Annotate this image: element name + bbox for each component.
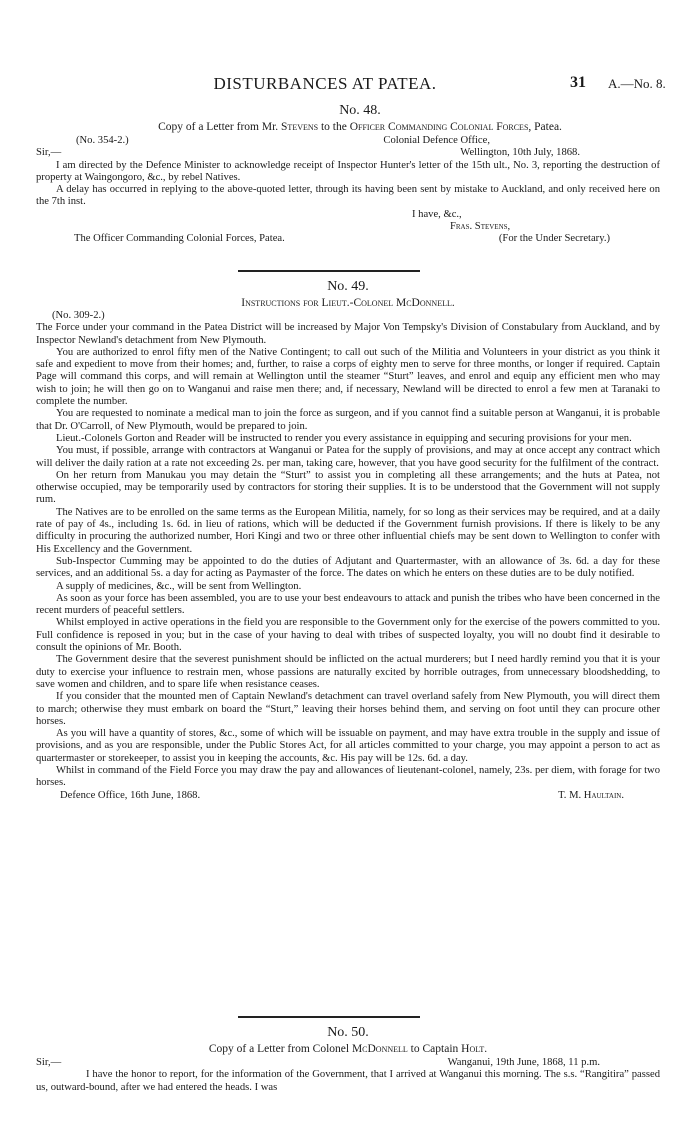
section-number: No. 50. <box>327 1025 369 1040</box>
instruction-paragraph: You must, if possible, arrange with contractors at Wanganui or Patea for the supply of provisions, and may at once accept any contract which will deliver the daily ration at a rate not exceeding 2s. per man, taking care, however, that you have good security for the fulfilment of the contract. <box>36 445 660 469</box>
section-divider <box>238 270 420 272</box>
instructions-no49 <box>36 278 660 802</box>
document-reference: A.—No. 8. <box>608 76 666 91</box>
instructions-heading: Instructions for Lieut.-Colonel McDonnell. <box>241 297 455 309</box>
running-header <box>0 74 700 96</box>
signatory-capacity: (For the Under Secretary.) <box>498 233 610 245</box>
office-name: Colonial Defence Office, <box>383 135 490 146</box>
page-number: 31 <box>570 74 586 91</box>
letter-paragraph: I have the honor to report, for the information of the Government, that I arrived at Wanganui this morning. The s.s. “Rangitira” passed us, outward-bound, after we had entered the heads. I was <box>36 1069 660 1093</box>
instruction-paragraph: Whilst in command of the Field Force you may draw the pay and allowances of lieutenant-colonel, namely, 23s. per diem, with forage for two horses. <box>36 764 660 789</box>
instruction-paragraph: If you consider that the mounted men of Captain Newland's detachment can travel overland safely from New Plymouth, you will direct them to march; otherwise they must embark on board the “Sturt,” leaving their horses behind them, and serving on foot until they can procure other horses. <box>36 691 660 727</box>
section-divider <box>238 1016 420 1018</box>
signature: T. M. Haultain. <box>558 789 624 801</box>
instruction-paragraph: Lieut.-Colonels Gorton and Reader will be instructed to render you every assistance in equipping and securing provisions for your men. <box>56 432 632 444</box>
instruction-paragraph: As you will have a quantity of stores, &c., some of which will be issuable on payment, and may have extra trouble in the supply and issue of provisions, and as you are responsible, under the Public Stores Act, for all articles committed to your charge, you may appoint a person to act as quartermaster or storekeeper, to assist you in keeping the accounts, &c. His pay will be 12s. 6d. a day. <box>36 728 660 764</box>
office-date: Defence Office, 16th June, 1868. <box>60 789 201 801</box>
letter-heading: Copy of a Letter from Colonel McDonnell to Captain Holt. <box>208 1043 488 1055</box>
place-date: Wanganui, 19th June, 1868, 11 p.m. <box>447 1057 600 1068</box>
signature: Fras. Stevens, <box>450 221 511 233</box>
salutation-line <box>36 147 660 159</box>
ref-line <box>60 135 660 147</box>
instruction-paragraph: The Natives are to be enrolled on the same terms as the European Militia, namely, for so long as their services may be required, and at a daily rate of pay of 4s., including 1s. 6d. in lieu of rations, which will be deducted if the Government furnish provisions. If there is likely to be any difficulty in procuring the authorized number, Hori Kingi and two or three other influential chiefs may be sent down to Wellington to confer with His Excellency and the Government. <box>36 506 660 555</box>
instruction-paragraph: On her return from Manukau you may detain the “Sturt” to assist you in completing all these arrangements; and the huts at Patea, not otherwise occupied, may be temporarily used by contractors for storing their supplies. It is to be understood that the Government will not supply rum. <box>36 469 660 506</box>
reference-number: (No. 354-2.) <box>76 135 129 146</box>
instructions-body <box>36 322 660 789</box>
instruction-paragraph: The Government desire that the severest punishment should be inflicted on the actual murderers; but I need hardly remind you that it is your duty to exercise your influence to restrain men, whose passions are naturally excited by horrible outrages, from unnecessary bloodshedding, to save women and children, and to spare life when resistance ceases. <box>36 654 660 690</box>
instruction-paragraph: Sub-Inspector Cumming may be appointed to do the duties of Adjutant and Quartermaster, with an allowance of 3s. 6d. a day for these services, and an additional 5s. a day for acting as Paymaster of the force. The dates on which he enters on these duties are to be duly notified. <box>36 555 660 580</box>
instruction-paragraph: A supply of medicines, &c., will be sent from Wellington. <box>56 580 302 592</box>
letter-no50 <box>36 1024 660 1094</box>
salutation: Sir,— <box>36 147 62 159</box>
section-number: No. 49. <box>327 279 369 294</box>
instruction-paragraph: You are authorized to enrol fifty men of the Native Contingent; to call out such of the Militia and Volunteers in your district as you think it safe and expedient to move from their homes; and, further, to raise a corps of eighty men to serve for three months, or longer if required. Captain Page will command this corps, and will remain at Wellington until the steamer “Sturt” leaves, and enrol and equip any efficient men who may wish to join; he will then go on to Wanganui and raise men there; and, if necessary, Newland will be directed to enrol a few men at Taranaki to complete the number. <box>36 346 660 408</box>
letter-heading: Copy of a Letter from Mr. Stevens to the Officer Commanding Colonial Forces, Patea. <box>158 121 562 133</box>
header-title: DISTURBANCES AT PATEA. <box>213 74 437 93</box>
instructions-signoff <box>36 790 660 802</box>
addressee: The Officer Commanding Colonial Forces, Patea. <box>74 233 285 245</box>
instruction-paragraph: You are requested to nominate a medical man to join the force as surgeon, and if you cannot find a suitable person at Wanganui, it is probable that Dr. O'Carroll, of New Plymouth, would be prepared to join. <box>36 408 660 432</box>
place-date: Wellington, 10th July, 1868. <box>460 147 580 159</box>
salutation: Sir,— <box>36 1057 62 1068</box>
section-number: No. 48. <box>339 103 381 118</box>
letter-no48 <box>36 102 660 246</box>
instruction-paragraph: As soon as your force has been assembled, you are to use your best endeavours to attack and punish the tribes who have been concerned in the recent murders of peaceful settlers. <box>36 592 660 617</box>
instruction-paragraph: Whilst employed in active operations in the field you are responsible to the Government only for the exercise of the powers committed to you. Full confidence is reposed in you; but in the case of your having to deal with tribes of suspected loyalty, you will no doubt find it desirable to consult the opinions of Mr. Booth. <box>36 617 660 654</box>
letter-paragraph: A delay has occurred in replying to the above-quoted letter, through its having been sent by mistake to Auckland, and only received here on the 7th inst. <box>36 184 660 208</box>
reference-number: (No. 309-2.) <box>52 310 105 321</box>
salutation-line <box>36 1057 660 1069</box>
instruction-paragraph: The Force under your command in the Patea District will be increased by Major Von Tempsky's Division of Constabulary from Auckland, and by Inspector Newland's detachment from New Plymouth. <box>36 322 660 346</box>
addressee-line <box>60 233 660 245</box>
closing: I have, &c., <box>412 208 462 220</box>
letter-paragraph: I am directed by the Defence Minister to acknowledge receipt of Inspector Hunter's letter of the 15th ult., No. 3, reporting the destruction of property at Waingongoro, &c., by rebel Natives. <box>36 159 660 183</box>
